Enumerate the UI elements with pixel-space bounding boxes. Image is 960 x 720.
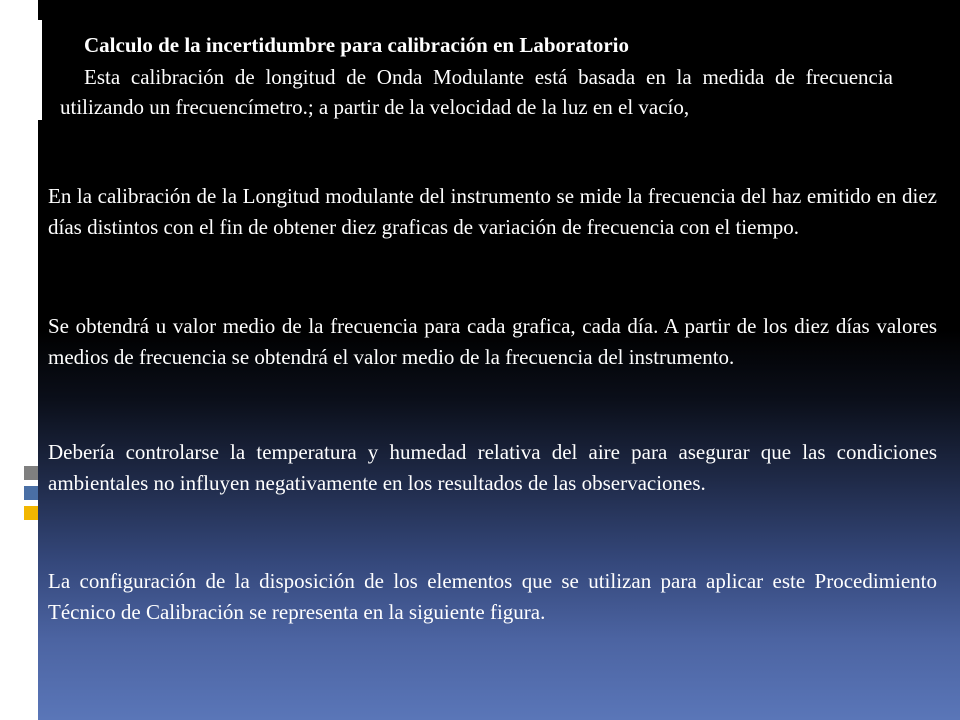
left-color-squares-decoration — [24, 466, 38, 524]
paragraph-configuration: La configuración de la disposición de los elementos que se utilizan para aplicar este Procedimiento Técnico de Calibración se representa en la siguiente figura. — [48, 569, 937, 624]
paragraph-frequency-measurement: En la calibración de la Longitud modulante del instrumento se mide la frecuencia del haz emitido en diez días distintos con el fin de obtener diez graficas de variación de frecuencia con el tiempo. — [48, 184, 937, 239]
yellow-square — [24, 506, 38, 520]
top-left-stripes-decoration — [20, 20, 42, 120]
paragraph-environment-control: Debería controlarse la temperatura y humedad relativa del aire para asegurar que las condiciones ambientales no influyen negativamente en los resultados de las observaciones. — [48, 440, 937, 495]
gray-square — [24, 466, 38, 480]
blue-square — [24, 486, 38, 500]
intro-paragraph: Esta calibración de longitud de Onda Modulante está basada en la medida de frecuencia utilizando un frecuencímetro.; a partir de la velocidad de la luz en el vacío, — [60, 65, 893, 119]
slide-title: Calculo de la incertidumbre para calibración en Laboratorio — [84, 33, 629, 57]
paragraph-mean-value: Se obtendrá u valor medio de la frecuencia para cada grafica, cada día. A partir de los diez días valores medios de frecuencia se obtendrá el valor medio de la frecuencia del instrumento. — [48, 314, 937, 369]
